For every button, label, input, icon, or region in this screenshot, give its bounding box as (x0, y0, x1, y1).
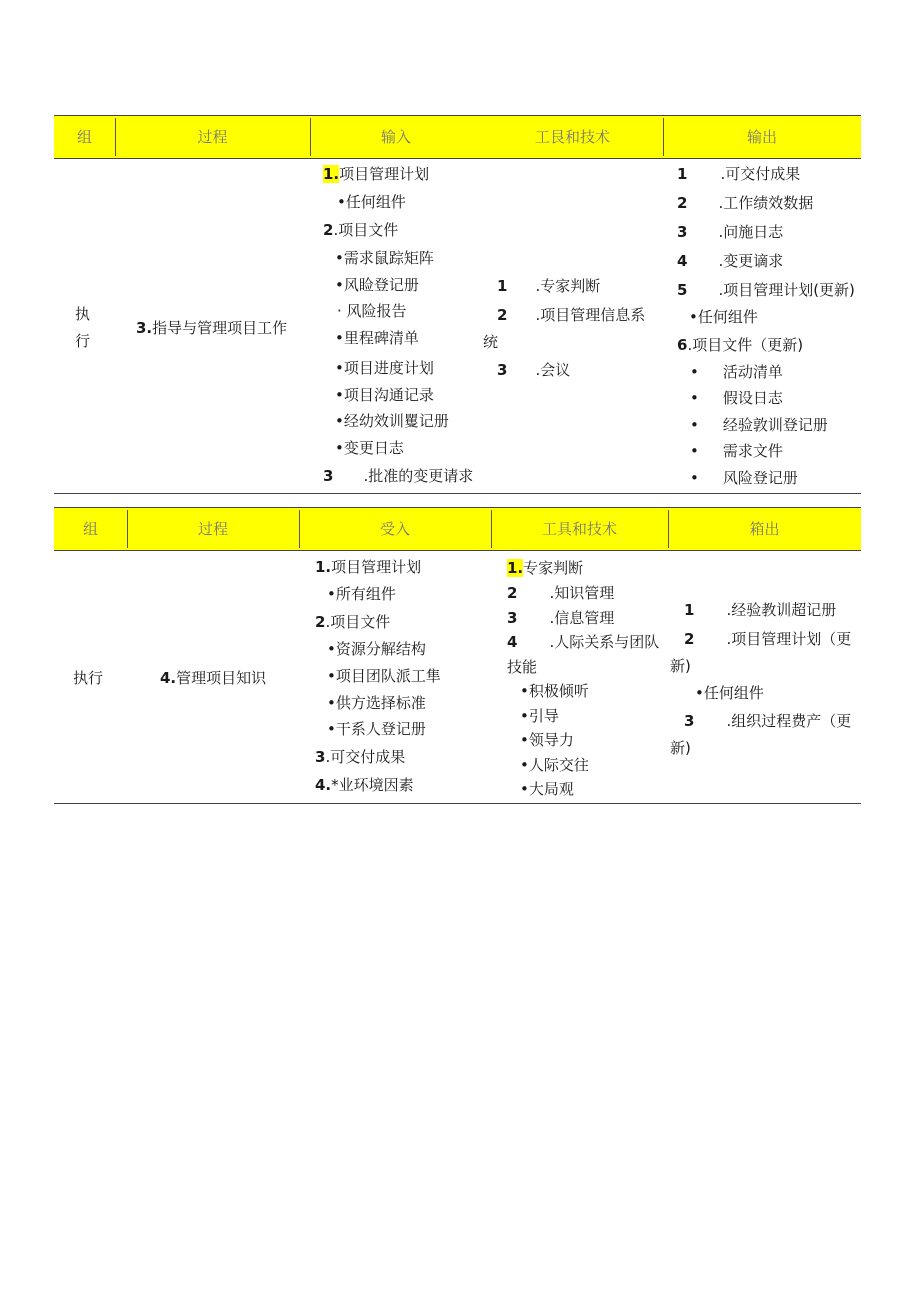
input-item: 3.可交付成果 (315, 748, 406, 766)
output-item: 1 .可交付成果 (677, 165, 801, 183)
tool-subitem: •引导 (520, 707, 559, 725)
table-1-bottom-rule (54, 493, 861, 494)
output-subitem: •任何组件 (695, 684, 764, 702)
input-subitem: •项目沟通记录 (335, 386, 434, 404)
tool-item: 4 .人际关系与团队 (507, 633, 660, 651)
input-number: 4. (315, 776, 332, 794)
tool-item: 1 .专家判断 (497, 277, 601, 295)
input-number: 2 (323, 221, 334, 239)
output-item: 3 .问施日志 (677, 223, 784, 241)
output-number: 2 (677, 194, 688, 212)
group-cell: 执行 (73, 669, 104, 687)
output-number: 1 (684, 601, 695, 619)
process-cell (136, 318, 287, 338)
input-number: 1. (315, 558, 332, 576)
input-subitem: •供方选择标准 (327, 694, 426, 712)
input-item: 4.*业环境因素 (315, 776, 414, 794)
output-subitem: • 活动清单 (690, 363, 783, 381)
input-item: 3 .批准的变更请求 (323, 467, 474, 485)
input-subitem: •变更日志 (335, 439, 404, 457)
input-item: 2.项目文件 (315, 613, 391, 631)
process-number: 3. (136, 319, 153, 337)
header-tools: 工具和技术 (541, 520, 617, 538)
output-item: 5 .项目管理计划(更新) (677, 281, 855, 299)
tool-item: 3 .会议 (497, 361, 571, 379)
process-text: 管理项目知识 (176, 669, 267, 687)
output-subitem: • 风险登记册 (690, 469, 798, 487)
output-number: 5 (677, 281, 688, 299)
input-number: 2 (315, 613, 326, 631)
tool-number: 4 (507, 633, 518, 651)
tool-item-continued: 技能 (507, 658, 538, 676)
output-number: 3 (684, 712, 695, 730)
tool-item: 2 .项目管理信息系 (497, 306, 646, 324)
tool-item: 2 .知识管理 (507, 584, 615, 602)
output-number: 2 (684, 630, 695, 648)
output-number: 4 (677, 252, 688, 270)
tool-subitem: •积极倾听 (520, 682, 589, 700)
header-inputs: 受入 (379, 520, 410, 538)
input-subitem: •经幼效训矍记册 (335, 412, 449, 430)
input-number: 1. (323, 165, 340, 183)
header-group: 组 (82, 520, 98, 538)
input-number: 3 (315, 748, 326, 766)
input-subitem: •里程碑清单 (335, 329, 419, 347)
tool-number: 2 (507, 584, 518, 602)
header-tools: 工艮和技术 (534, 128, 610, 146)
tool-number: 3 (497, 361, 508, 379)
tool-number: 2 (497, 306, 508, 324)
tool-item: 1.专家判断 (507, 559, 584, 577)
input-subitem: •任何组件 (337, 193, 406, 211)
table-2-header (54, 507, 861, 551)
output-item: 2 .项目管理计划（更 (684, 630, 852, 648)
tool-subitem: •领导力 (520, 731, 574, 749)
tool-number: 3 (507, 609, 518, 627)
header-group: 组 (76, 128, 92, 146)
output-item: 3 .组织过程费产（更 (684, 712, 852, 730)
input-subitem: · 风险报告 (337, 302, 407, 320)
output-subitem: • 经验敦训登记册 (690, 416, 828, 434)
output-subitem: • 假设日志 (690, 389, 783, 407)
input-subitem: •需求鼠踪矩阵 (335, 249, 434, 267)
output-item: 2 .工作绩效数据 (677, 194, 814, 212)
output-item-continued: 新) (670, 657, 691, 675)
header-process: 过程 (197, 128, 228, 146)
output-item: 6.项目文件（更新) (677, 336, 804, 354)
input-subitem: •所有组件 (327, 585, 396, 603)
input-subitem: •干系人登记册 (327, 720, 426, 738)
header-inputs: 输入 (380, 128, 411, 146)
tool-subitem: •人际交往 (520, 756, 589, 774)
tool-number: 1 (497, 277, 508, 295)
table-1-header (54, 115, 861, 159)
group-cell-line2: 行 (75, 332, 91, 350)
tool-number: 1. (507, 559, 524, 577)
tool-item: 3 .信息管理 (507, 609, 615, 627)
tool-subitem: •大局观 (520, 780, 574, 798)
header-outputs: 输出 (746, 128, 777, 146)
input-number: 3 (323, 467, 334, 485)
output-item: 4 .变更谪求 (677, 252, 784, 270)
process-cell (160, 668, 266, 688)
output-number: 1 (677, 165, 688, 183)
input-subitem: •资源分解结构 (327, 640, 426, 658)
output-number: 3 (677, 223, 688, 241)
header-process: 过程 (197, 520, 228, 538)
output-item-continued: 新) (670, 739, 691, 757)
input-subitem: •项目进度计划 (335, 359, 434, 377)
output-subitem: •任何组件 (689, 308, 758, 326)
input-subitem: •风睑登记册 (335, 276, 419, 294)
output-number: 6 (677, 336, 688, 354)
table-2-bottom-rule (54, 803, 861, 804)
group-cell-line1: 执 (75, 305, 91, 323)
process-text: 指导与管理项目工作 (152, 319, 288, 337)
output-item: 1 .经验教训超记册 (684, 601, 837, 619)
header-outputs: 箱出 (749, 520, 780, 538)
input-item: 2.项目文件 (323, 221, 399, 239)
input-item: 1.项目管理计划 (315, 558, 422, 576)
process-number: 4. (160, 669, 177, 687)
tool-item-continued: 统 (483, 333, 499, 351)
output-subitem: • 需求文件 (690, 442, 783, 460)
input-subitem: •项目团队派工隼 (327, 667, 441, 685)
input-item: 1.项目管理计划 (323, 165, 430, 183)
